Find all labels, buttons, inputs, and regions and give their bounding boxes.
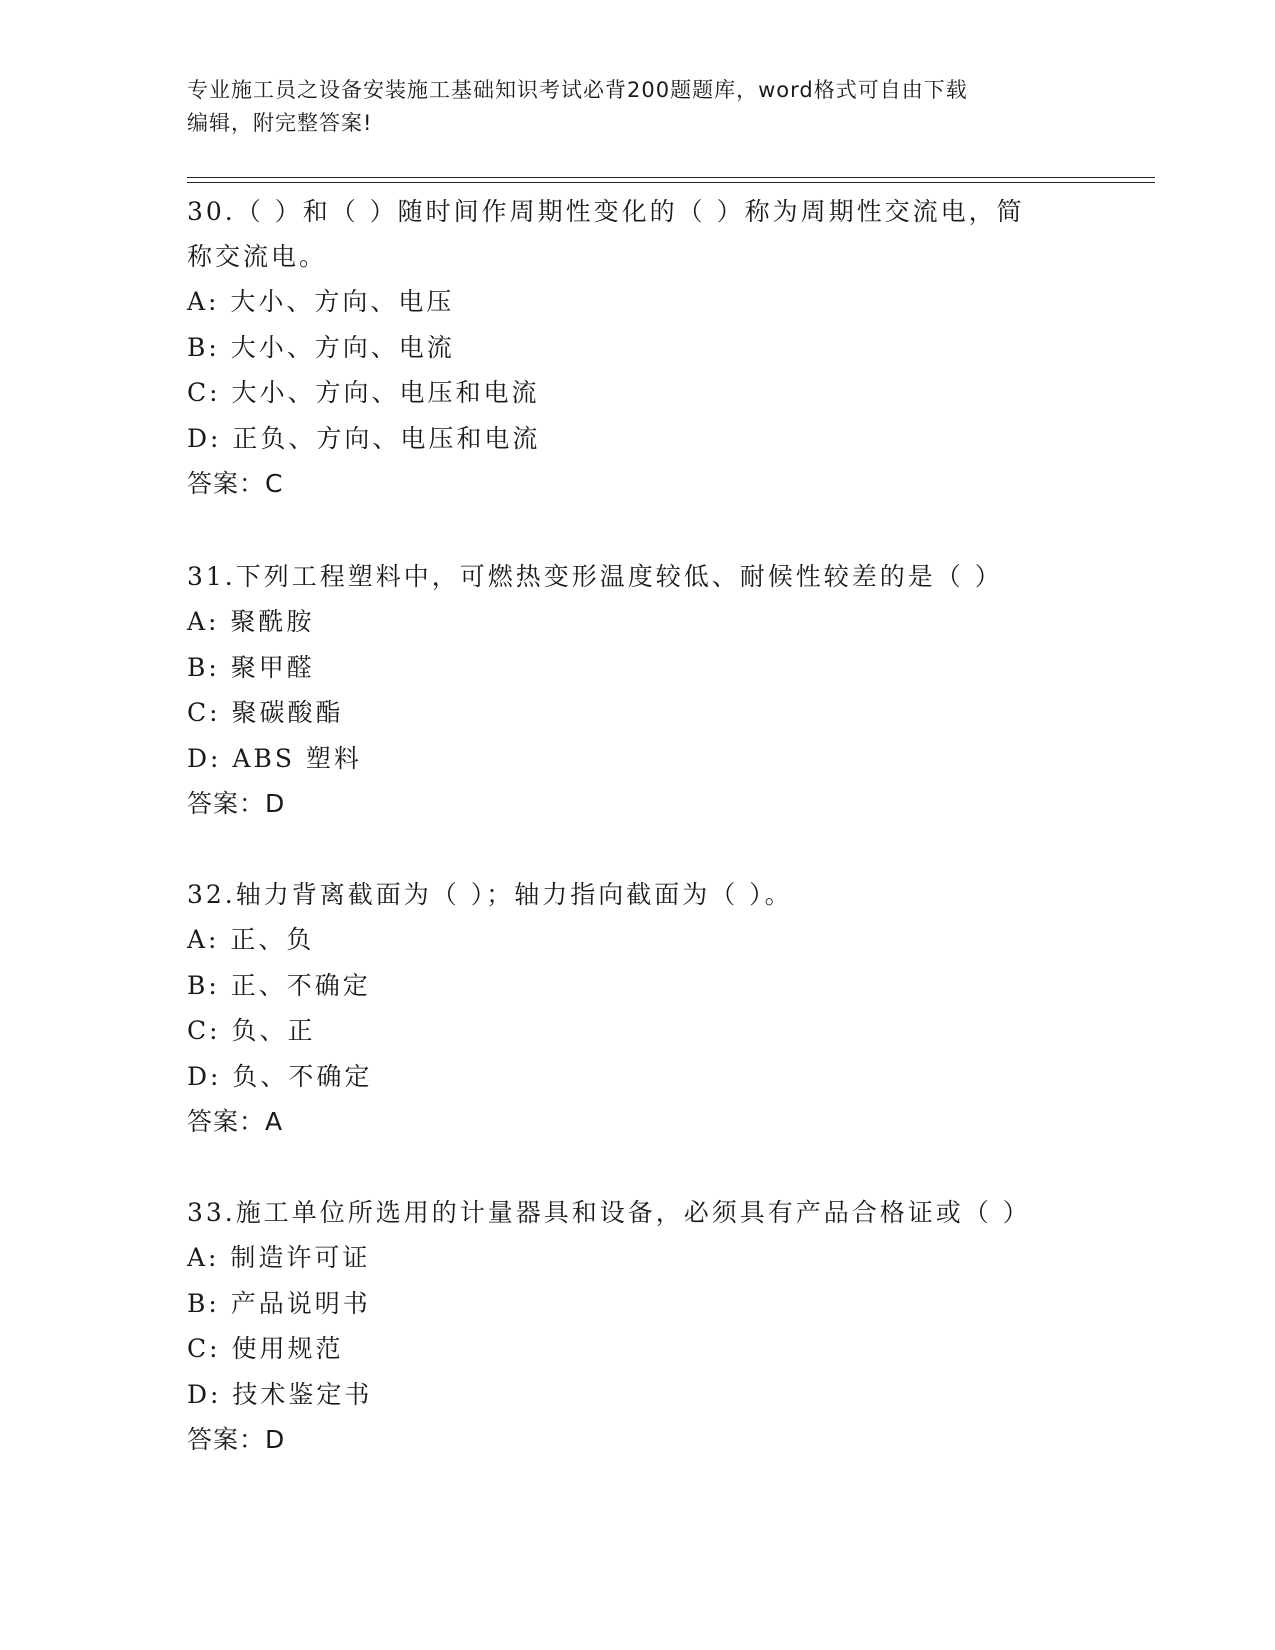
option-c: C: 使用规范 [187,1334,344,1363]
answer: 答案：C [187,469,284,498]
header-divider-top [187,177,1155,178]
option-c: C: 聚碳酸酯 [187,698,344,727]
question-stem: 30.（ ）和（ ）随时间作周期性变化的（ ）称为周期性交流电，简 [187,197,1025,226]
answer: 答案：D [187,1425,286,1454]
option-a: A: 正、负 [187,925,315,954]
option-d: D: ABS 塑料 [187,743,362,773]
option-b: B: 正、不确定 [187,970,371,1000]
answer: 答案：A [187,1107,284,1136]
question-30 [187,189,1087,506]
answer: 答案：D [187,789,286,818]
page-header [187,74,1087,140]
question-stem: 31.下列工程塑料中，可燃热变形温度较低、耐候性较差的是（ ） [187,562,1003,591]
header-line-1: 专业施工员之设备安装施工基础知识考试必背200题题库，word格式可自由下载 [187,78,968,102]
question-33 [187,1190,1087,1462]
option-d: D: 正负、方向、电压和电流 [187,423,541,453]
option-b: B: 大小、方向、电流 [187,332,455,362]
option-c: C: 负、正 [187,1016,316,1045]
option-a: A: 大小、方向、电压 [187,287,455,316]
option-a: A: 制造许可证 [187,1243,371,1272]
option-b: B: 聚甲醛 [187,652,315,682]
question-stem: 33.施工单位所选用的计量器具和设备，必须具有产品合格证或（ ） [187,1198,1031,1227]
option-d: D: 负、不确定 [187,1061,373,1091]
option-d: D: 技术鉴定书 [187,1379,373,1409]
question-32 [187,872,1087,1144]
question-stem: 32.轴力背离截面为（ ）；轴力指向截面为（ ）。 [187,880,793,909]
option-a: A: 聚酰胺 [187,607,315,636]
question-stem-continued: 称交流电。 [187,242,328,271]
option-b: B: 产品说明书 [187,1288,371,1318]
question-31 [187,554,1087,826]
header-line-2: 编辑，附完整答案! [187,111,373,135]
header-divider-bottom [187,182,1155,183]
option-c: C: 大小、方向、电压和电流 [187,378,540,407]
